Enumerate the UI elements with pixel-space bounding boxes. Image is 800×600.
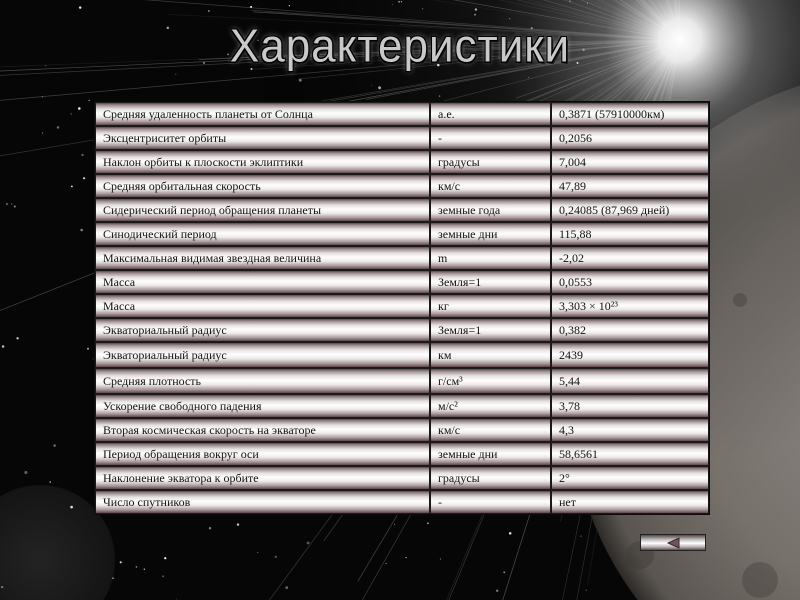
table-row (95, 150, 709, 174)
parameter-unit: земные года (430, 198, 551, 222)
table-row (95, 442, 709, 466)
table-row (95, 102, 709, 126)
parameter-name: Наклонение экватора к орбите (95, 466, 430, 490)
parameter-value: 4,3 (551, 418, 709, 442)
parameter-unit: м/с² (430, 394, 551, 418)
table-row (95, 294, 709, 318)
parameter-value: 0,382 (551, 318, 709, 342)
parameter-value: 0,2056 (551, 126, 709, 150)
parameter-name: Средняя плотность (95, 368, 430, 394)
table-row (95, 174, 709, 198)
parameter-name: Максимальная видимая звездная величина (95, 246, 430, 270)
parameter-unit: км/с (430, 418, 551, 442)
parameter-unit: км/с (430, 174, 551, 198)
parameter-unit: г/см³ (430, 368, 551, 394)
parameter-value: нет (551, 490, 709, 514)
parameter-name: Экваториальный радиус (95, 318, 430, 342)
parameter-unit: - (430, 126, 551, 150)
parameter-name: Средняя орбитальная скорость (95, 174, 430, 198)
parameter-unit: m (430, 246, 551, 270)
parameter-name: Масса (95, 270, 430, 294)
back-button[interactable] (640, 534, 706, 551)
parameter-value: 3,303 × 10²³ (551, 294, 709, 318)
parameter-value: 5,44 (551, 368, 709, 394)
parameter-unit: земные дни (430, 442, 551, 466)
parameter-name: Наклон орбиты к плоскости эклиптики (95, 150, 430, 174)
parameter-name: Средняя удаленность планеты от Солнца (95, 102, 430, 126)
page-title: Характеристики (229, 20, 571, 73)
table-row (95, 318, 709, 342)
parameter-name: Сидерический период обращения планеты (95, 198, 430, 222)
parameter-name: Период обращения вокруг оси (95, 442, 430, 466)
parameter-value: 2° (551, 466, 709, 490)
parameter-unit: градусы (430, 150, 551, 174)
parameter-unit: Земля=1 (430, 318, 551, 342)
parameter-value: 3,78 (551, 394, 709, 418)
parameter-name: Экваториальный радиус (95, 342, 430, 368)
table-row (95, 418, 709, 442)
parameter-unit: кг (430, 294, 551, 318)
table-row (95, 342, 709, 368)
table-row (95, 270, 709, 294)
table-row (95, 490, 709, 514)
back-arrow-icon (666, 537, 680, 549)
parameter-name: Масса (95, 294, 430, 318)
parameter-name: Число спутников (95, 490, 430, 514)
parameter-unit: а.е. (430, 102, 551, 126)
parameter-value: 0,24085 (87,969 дней) (551, 198, 709, 222)
table-row (95, 198, 709, 222)
parameter-value: 0,3871 (57910000км) (551, 102, 709, 126)
table-row (95, 368, 709, 394)
parameter-value: -2,02 (551, 246, 709, 270)
table-row (95, 246, 709, 270)
parameter-name: Ускорение свободного падения (95, 394, 430, 418)
parameter-unit: земные дни (430, 222, 551, 246)
parameter-value: 7,004 (551, 150, 709, 174)
parameter-unit: Земля=1 (430, 270, 551, 294)
parameter-value: 2439 (551, 342, 709, 368)
table-row (95, 394, 709, 418)
parameter-value: 58,6561 (551, 442, 709, 466)
parameter-unit: градусы (430, 466, 551, 490)
parameter-unit: км (430, 342, 551, 368)
table-row (95, 222, 709, 246)
table-row (95, 126, 709, 150)
table-row (95, 466, 709, 490)
parameter-name: Эксцентриситет орбиты (95, 126, 430, 150)
parameter-name: Синодический период (95, 222, 430, 246)
parameter-unit: - (430, 490, 551, 514)
characteristics-table (94, 101, 710, 515)
parameter-value: 47,89 (551, 174, 709, 198)
parameter-name: Вторая космическая скорость на экваторе (95, 418, 430, 442)
parameter-value: 115,88 (551, 222, 709, 246)
parameter-value: 0,0553 (551, 270, 709, 294)
